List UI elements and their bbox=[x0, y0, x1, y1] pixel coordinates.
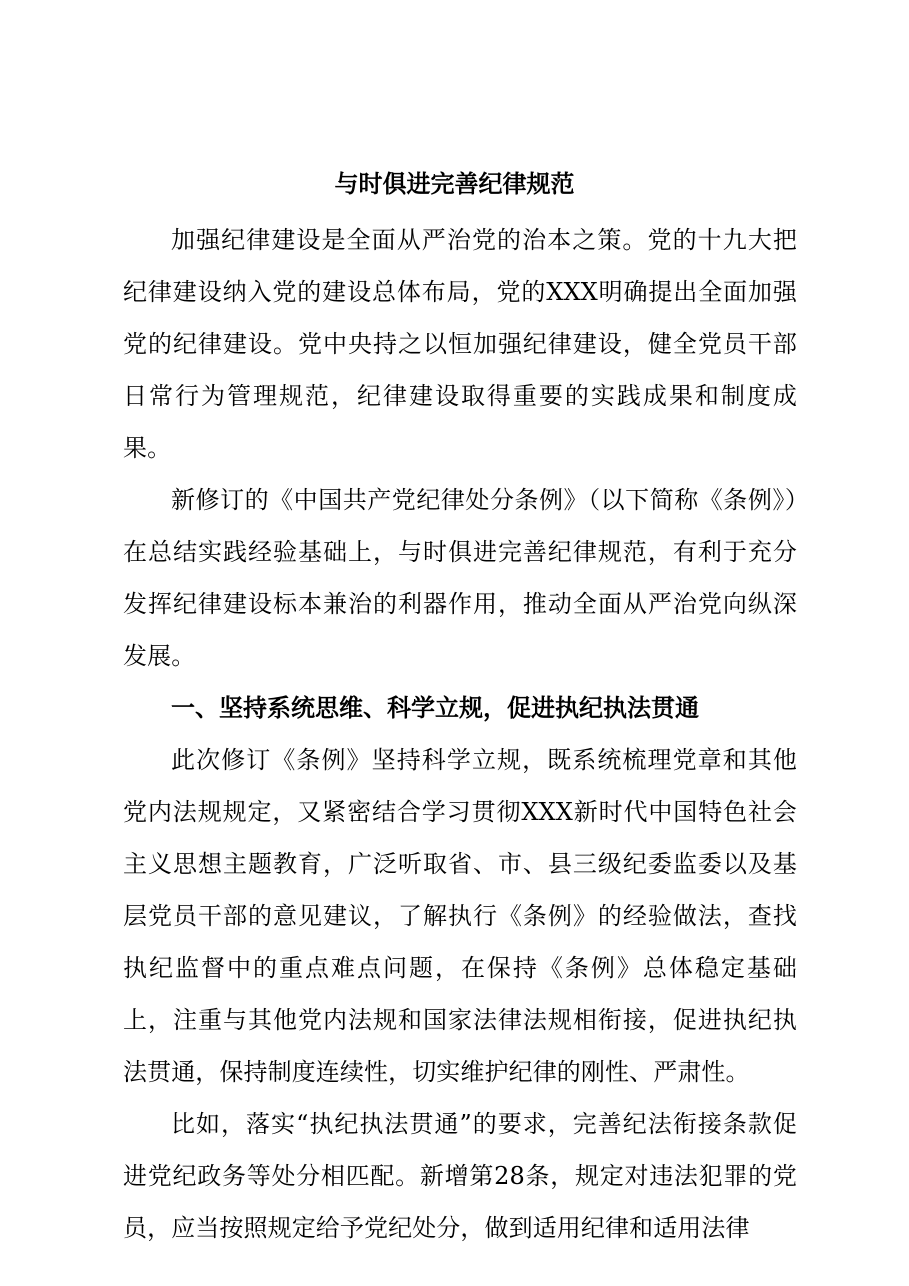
document-body bbox=[123, 214, 797, 1254]
paragraph-section1-example: 比如，落实“执纪执法贯通”的要求，完善纪法衔接条款促进党纪政务等处分相匹配。新增第28条，规定对违法犯罪的党员，应当按照规定给予党纪处分，做到适用纪律和适用法律 bbox=[123, 1110, 797, 1242]
paragraph-intro: 加强纪律建设是全面从严治党的治本之策。党的十九大把纪律建设纳入党的建设总体布局，党的XXX明确提出全面加强党的纪律建设。党中央持之以恒加强纪律建设，健全党员干部日常行为管理规范，纪律建设取得重要的实践成果和制度成果。 bbox=[123, 226, 797, 462]
document-title: 与时俱进完善纪律规范 bbox=[334, 169, 575, 198]
paragraph-section1-body: 此次修订《条例》坚持科学立规，既系统梳理党章和其他党内法规规定，又紧密结合学习贯彻XXX新时代中国特色社会主义思想主题教育，广泛听取省、市、县三级纪委监委以及基层党员干部的意见建议，了解执行《条例》的经验做法，查找执纪监督中的重点难点问题，在保持《条例》总体稳定基础上，注重与其他党内法规和国家法律法规相衔接，促进执纪执法贯通，保持制度连续性，切实维护纪律的刚性、严肃性。 bbox=[123, 746, 797, 1086]
paragraph-regulation: 新修订的《中国共产党纪律处分条例》（以下简称《条例》）在总结实践经验基础上，与时俱进完善纪律规范，有利于充分发挥纪律建设标本兼治的利器作用，推动全面从严治党向纵深发展。 bbox=[123, 486, 797, 670]
section-heading-1: 一、坚持系统思维、科学立规，促进执纪执法贯通 bbox=[171, 693, 699, 722]
